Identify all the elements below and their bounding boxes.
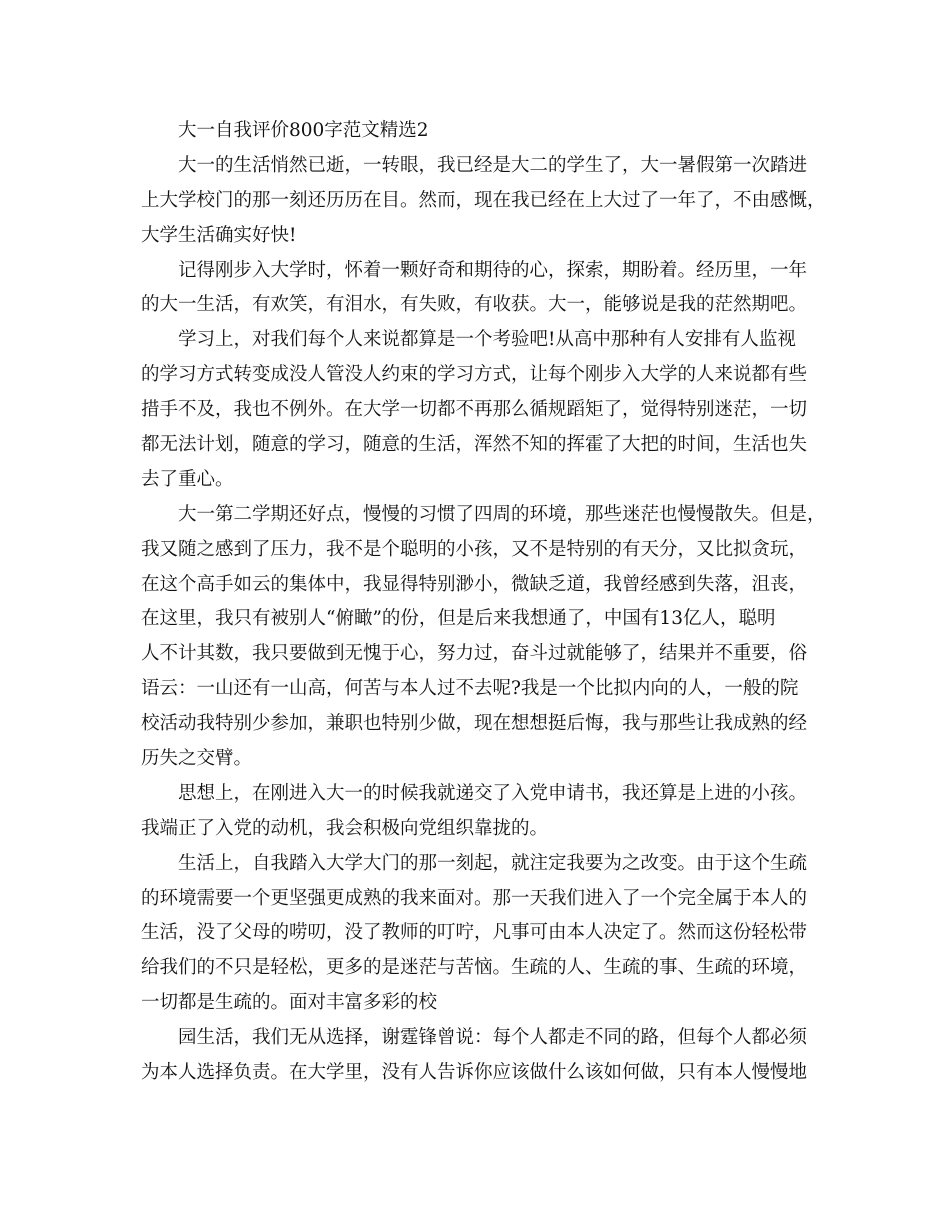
paragraph-line: 去了重心。: [141, 468, 234, 490]
paragraph-line: 的大一生活，有欢笑，有泪水，有失败，有收获。大一，能够说是我的茫然期吧。: [141, 294, 808, 316]
paragraph-line: 为本人选择负责。在大学里，没有人告诉你应该做什么该如何做，只有本人慢慢地: [141, 1062, 808, 1084]
paragraph-line: 措手不及，我也不例外。在大学一切都不再那么循规蹈矩了，觉得特别迷茫，一切: [141, 399, 808, 421]
paragraph-line: 大学生活确实好快!: [141, 224, 297, 246]
paragraph-line: 学习上，对我们每个人来说都算是一个考验吧!从高中那种有人安排有人监视: [178, 329, 796, 351]
paragraph-line: 一切都是生疏的。面对丰富多彩的校: [141, 992, 438, 1014]
paragraph-line: 在这个高手如云的集体中，我显得特别渺小，微缺乏道，我曾经感到失落，沮丧，: [141, 573, 808, 595]
document-body: [141, 114, 831, 1091]
paragraph-line: 我又随之感到了压力，我不是个聪明的小孩，又不是特别的有天分，又比拟贪玩，: [141, 538, 808, 560]
paragraph-line: 语云：一山还有一山高，何苦与本人过不去呢?我是一个比拟内向的人，一般的院: [141, 678, 799, 700]
paragraph-line: 人不计其数，我只要做到无愧于心，努力过，奋斗过就能够了，结果并不重要，俗: [141, 643, 808, 665]
paragraph-line: 生活，没了父母的唠叨，没了教师的叮咛，凡事可由本人决定了。然而这份轻松带: [141, 922, 808, 944]
paragraph-line: 都无法计划，随意的学习，随意的生活，浑然不知的挥霍了大把的时间，生活也失: [141, 434, 808, 456]
paragraph-line: 历失之交臂。: [141, 748, 253, 770]
document-title: 大一自我评价800字范文精选2: [178, 120, 429, 141]
paragraph-line: 给我们的不只是轻松，更多的是迷茫与苦恼。生疏的人、生疏的事、生疏的环境，: [141, 957, 808, 979]
paragraph-line: 我端正了入党的动机，我会积极向党组织靠拢的。: [141, 817, 549, 839]
paragraph-line: 在这里，我只有被别人“俯瞰”的份，但是后来我想通了，中国有13亿人，聪明: [141, 608, 776, 630]
paragraph-line: 记得刚步入大学时，怀着一颗好奇和期待的心，探索，期盼着。经历里，一年: [178, 259, 808, 281]
paragraph-line: 上大学校门的那一刻还历历在目。然而，现在我已经在上大过了一年了，不由感慨，: [141, 189, 826, 211]
paragraph-line: 大一的生活悄然已逝，一转眼，我已经是大二的学生了，大一暑假第一次踏进: [178, 154, 808, 176]
paragraph-line: 大一第二学期还好点，慢慢的习惯了四周的环境，那些迷茫也慢慢散失。但是，: [178, 503, 826, 525]
paragraph-line: 校活动我特别少参加，兼职也特别少做，现在想想挺后悔，我与那些让我成熟的经: [141, 713, 808, 735]
paragraph-line: 的学习方式转变成没人管没人约束的学习方式，让每个刚步入大学的人来说都有些: [141, 364, 808, 386]
paragraph-line: 园生活，我们无从选择，谢霆锋曾说：每个人都走不同的路，但每个人都必须: [178, 1027, 808, 1049]
paragraph-line: 生活上，自我踏入大学大门的那一刻起，就注定我要为之改变。由于这个生疏: [178, 852, 808, 874]
paragraph-line: 思想上，在刚进入大一的时候我就递交了入党申请书，我还算是上进的小孩。: [178, 782, 808, 804]
paragraph-line: 的环境需要一个更坚强更成熟的我来面对。那一天我们进入了一个完全属于本人的: [141, 887, 808, 909]
